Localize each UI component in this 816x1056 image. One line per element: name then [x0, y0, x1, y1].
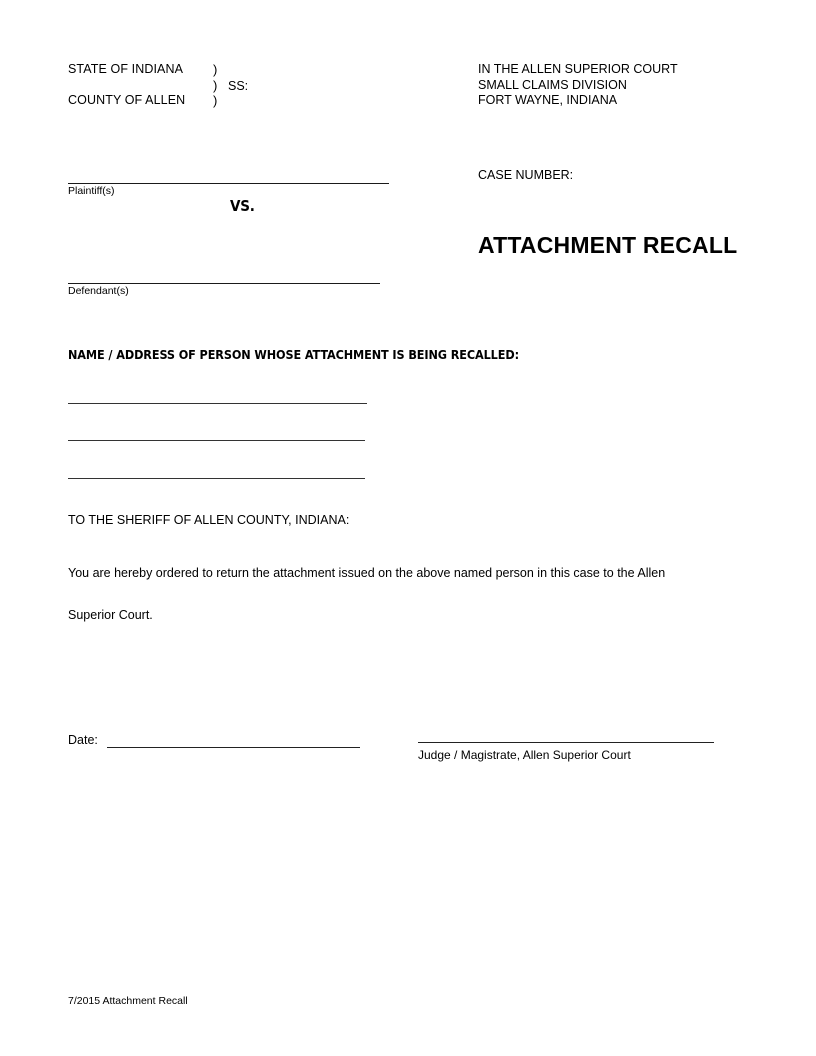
caption-paren-middle: ): [213, 78, 218, 93]
judge-signature-rule: [418, 742, 714, 743]
defendant-label: Defendant(s): [68, 285, 129, 297]
county-of-allen-label: COUNTY OF ALLEN: [68, 93, 186, 107]
order-paragraph-line-1: You are hereby ordered to return the attachment issued on the above named person in this case to the Allen: [68, 566, 666, 580]
order-paragraph-line-2: Superior Court.: [68, 608, 153, 622]
caption-paren-top: ): [213, 62, 218, 77]
date-label: Date:: [68, 733, 98, 747]
address-line-1-rule: [68, 403, 367, 404]
date-value[interactable]: [107, 731, 360, 747]
page-title: ATTACHMENT RECALL: [478, 232, 738, 258]
court-heading-block: [478, 62, 678, 109]
address-line-2-value[interactable]: [68, 422, 365, 440]
date-rule: [107, 747, 360, 748]
plaintiff-rule: [68, 183, 389, 184]
defendant-rule: [68, 283, 380, 284]
versus-label: VS.: [230, 197, 255, 215]
sheriff-salutation: TO THE SHERIFF OF ALLEN COUNTY, INDIANA:: [68, 513, 350, 527]
ss-label: SS:: [228, 79, 249, 93]
defendant-value[interactable]: [68, 258, 380, 280]
address-line-3-value[interactable]: [68, 460, 365, 478]
court-division-line: SMALL CLAIMS DIVISION: [478, 77, 627, 92]
caption-paren-bottom: ): [213, 93, 218, 108]
address-line-2-rule: [68, 440, 365, 441]
address-line-3-rule: [68, 478, 365, 479]
plaintiff-value[interactable]: [68, 160, 389, 182]
court-location-line: FORT WAYNE, INDIANA: [478, 93, 618, 107]
form-footer: 7/2015 Attachment Recall: [68, 995, 188, 1007]
court-name-line: IN THE ALLEN SUPERIOR COURT: [478, 62, 678, 76]
address-line-1-value[interactable]: [68, 385, 367, 403]
judge-signature-caption: Judge / Magistrate, Allen Superior Court: [418, 748, 631, 762]
case-number-label: CASE NUMBER:: [478, 168, 574, 182]
recall-section-heading: NAME / ADDRESS OF PERSON WHOSE ATTACHMENT IS BEING RECALLED:: [68, 347, 519, 362]
state-of-indiana-label: STATE OF INDIANA: [68, 62, 184, 76]
judge-signature-value[interactable]: [418, 726, 714, 742]
plaintiff-label: Plaintiff(s): [68, 185, 115, 197]
